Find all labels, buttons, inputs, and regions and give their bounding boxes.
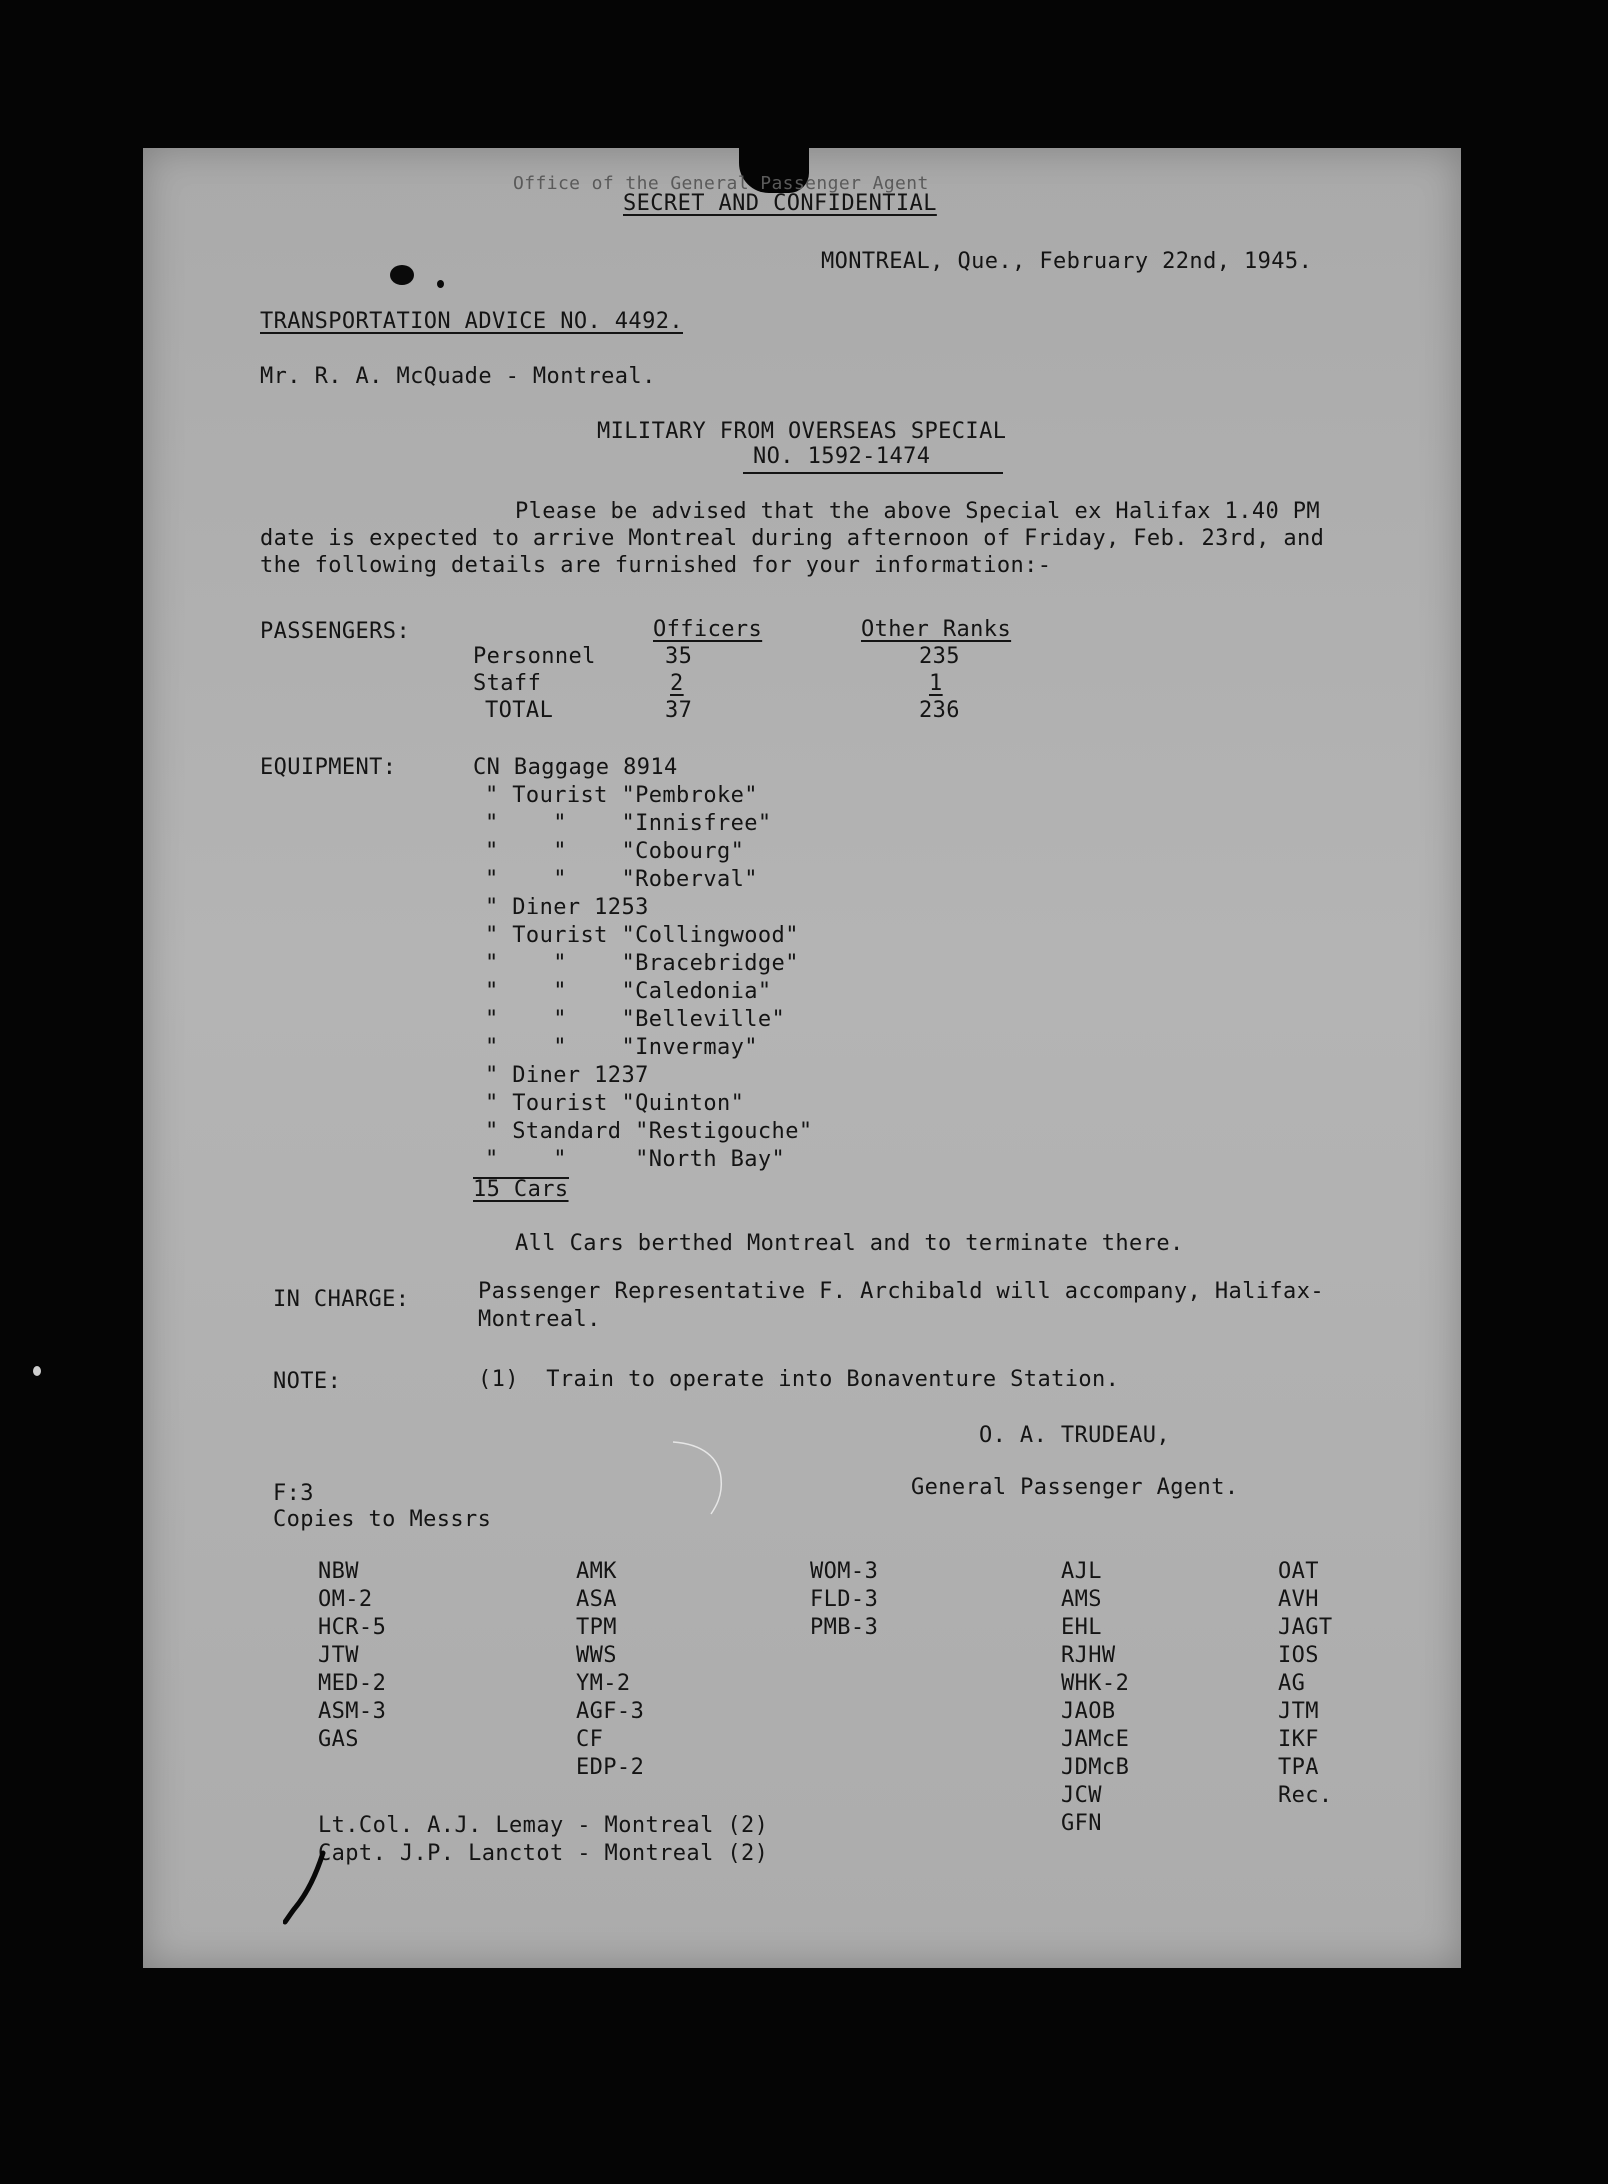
body-line-2: date is expected to arrive Montreal during afternoon of Friday, Feb. 23rd, and [260, 526, 1325, 551]
equipment-note: All Cars berthed Montreal and to terminate there. [515, 1231, 1184, 1256]
copy-recipient: ASM-3 [318, 1699, 387, 1724]
copy-recipient: IOS [1278, 1643, 1319, 1668]
copy-recipient: AGF-3 [576, 1699, 645, 1724]
equipment-car: " Tourist "Collingwood" [485, 923, 799, 948]
addressee: Mr. R. A. McQuade - Montreal. [260, 364, 656, 389]
equipment-car: " Tourist "Quinton" [485, 1091, 745, 1116]
extra-recipient: Capt. J.P. Lanctot - Montreal (2) [318, 1841, 769, 1866]
copy-recipient: JAGT [1278, 1615, 1333, 1640]
row-label-personnel: Personnel [473, 644, 596, 669]
ink-spot [437, 280, 444, 288]
row-label-total: TOTAL [485, 698, 554, 723]
copy-recipient: JAMcE [1061, 1727, 1130, 1752]
copy-recipient: CF [576, 1727, 604, 1752]
copy-recipient: Rec. [1278, 1783, 1333, 1808]
office-line: Office of the General Passenger Agent [513, 173, 929, 194]
copy-recipient: NBW [318, 1559, 359, 1584]
equipment-car: " " "Belleville" [485, 1007, 786, 1032]
advice-title: TRANSPORTATION ADVICE NO. 4492. [260, 309, 683, 334]
note-label: NOTE: [273, 1369, 342, 1394]
signature-name: O. A. TRUDEAU, [979, 1423, 1171, 1448]
classification: SECRET AND CONFIDENTIAL [623, 191, 937, 216]
hairline-scratch [663, 1438, 733, 1518]
copy-recipient: TPA [1278, 1755, 1319, 1780]
equipment-car: " Tourist "Pembroke" [485, 783, 758, 808]
officers-staff: 2 [670, 671, 684, 696]
col-other-ranks: Other Ranks [861, 617, 1012, 642]
copy-recipient: OM-2 [318, 1587, 373, 1612]
body-line-3: the following details are furnished for your information:- [260, 553, 1052, 578]
copy-recipient: EHL [1061, 1615, 1102, 1640]
file-reference: F:3 [273, 1481, 314, 1506]
copy-recipient: FLD-3 [810, 1587, 879, 1612]
passengers-label: PASSENGERS: [260, 619, 411, 644]
equipment-car: " Diner 1253 [485, 895, 649, 920]
copy-recipient: JTW [318, 1643, 359, 1668]
signature-title: General Passenger Agent. [911, 1475, 1239, 1500]
special-underline [743, 472, 1003, 474]
equipment-car: " " "Bracebridge" [485, 951, 799, 976]
copy-recipient: AVH [1278, 1587, 1319, 1612]
film-speck [33, 1366, 41, 1376]
place-date: MONTREAL, Que., February 22nd, 1945. [821, 249, 1313, 274]
copy-recipient: AG [1278, 1671, 1306, 1696]
copy-recipient: WOM-3 [810, 1559, 879, 1584]
copy-recipient: WHK-2 [1061, 1671, 1130, 1696]
equipment-car: " " "Invermay" [485, 1035, 758, 1060]
copy-recipient: HCR-5 [318, 1615, 387, 1640]
document-page [143, 148, 1461, 1968]
copy-recipient: GFN [1061, 1811, 1102, 1836]
other-ranks-total: 236 [919, 698, 960, 723]
copy-recipient: GAS [318, 1727, 359, 1752]
copy-recipient: MED-2 [318, 1671, 387, 1696]
officers-total: 37 [665, 698, 693, 723]
row-label-staff: Staff [473, 671, 542, 696]
copy-recipient: IKF [1278, 1727, 1319, 1752]
copies-heading: Copies to Messrs [273, 1507, 492, 1532]
other-ranks-personnel: 235 [919, 644, 960, 669]
equipment-car: " " "Caledonia" [485, 979, 772, 1004]
col-officers: Officers [653, 617, 763, 642]
equipment-total: 15 Cars [473, 1177, 569, 1202]
equipment-car: " Diner 1237 [485, 1063, 649, 1088]
copy-recipient: ASA [576, 1587, 617, 1612]
officers-personnel: 35 [665, 644, 693, 669]
equipment-car: " Standard "Restigouche" [485, 1119, 813, 1144]
copy-recipient: AMK [576, 1559, 617, 1584]
copy-recipient: OAT [1278, 1559, 1319, 1584]
equipment-car: " " "Innisfree" [485, 811, 772, 836]
copy-recipient: YM-2 [576, 1671, 631, 1696]
copy-recipient: RJHW [1061, 1643, 1116, 1668]
extra-recipient: Lt.Col. A.J. Lemay - Montreal (2) [318, 1813, 769, 1838]
copy-recipient: JTM [1278, 1699, 1319, 1724]
special-title: MILITARY FROM OVERSEAS SPECIAL [597, 419, 1007, 444]
in-charge-line-1: Passenger Representative F. Archibald will accompany, Halifax- [478, 1279, 1324, 1304]
copy-recipient: AJL [1061, 1559, 1102, 1584]
equipment-car: " " "North Bay" [485, 1147, 786, 1172]
in-charge-label: IN CHARGE: [273, 1287, 410, 1312]
in-charge-line-2: Montreal. [478, 1307, 601, 1332]
note-text: (1) Train to operate into Bonaventure Station. [478, 1367, 1120, 1392]
copy-recipient: PMB-3 [810, 1615, 879, 1640]
ink-blot [390, 265, 414, 285]
equipment-car: CN Baggage 8914 [473, 755, 678, 780]
equipment-car: " " "Cobourg" [485, 839, 745, 864]
copy-recipient: WWS [576, 1643, 617, 1668]
copy-recipient: JDMcB [1061, 1755, 1130, 1780]
copy-recipient: JAOB [1061, 1699, 1116, 1724]
copy-recipient: TPM [576, 1615, 617, 1640]
pencil-mark [283, 1848, 343, 1928]
copy-recipient: EDP-2 [576, 1755, 645, 1780]
special-number: NO. 1592-1474 [753, 444, 931, 469]
copy-recipient: AMS [1061, 1587, 1102, 1612]
other-ranks-staff: 1 [929, 671, 943, 696]
copy-recipient: JCW [1061, 1783, 1102, 1808]
body-line-1: Please be advised that the above Special ex Halifax 1.40 PM [515, 499, 1321, 524]
equipment-label: EQUIPMENT: [260, 755, 397, 780]
equipment-car: " " "Roberval" [485, 867, 758, 892]
